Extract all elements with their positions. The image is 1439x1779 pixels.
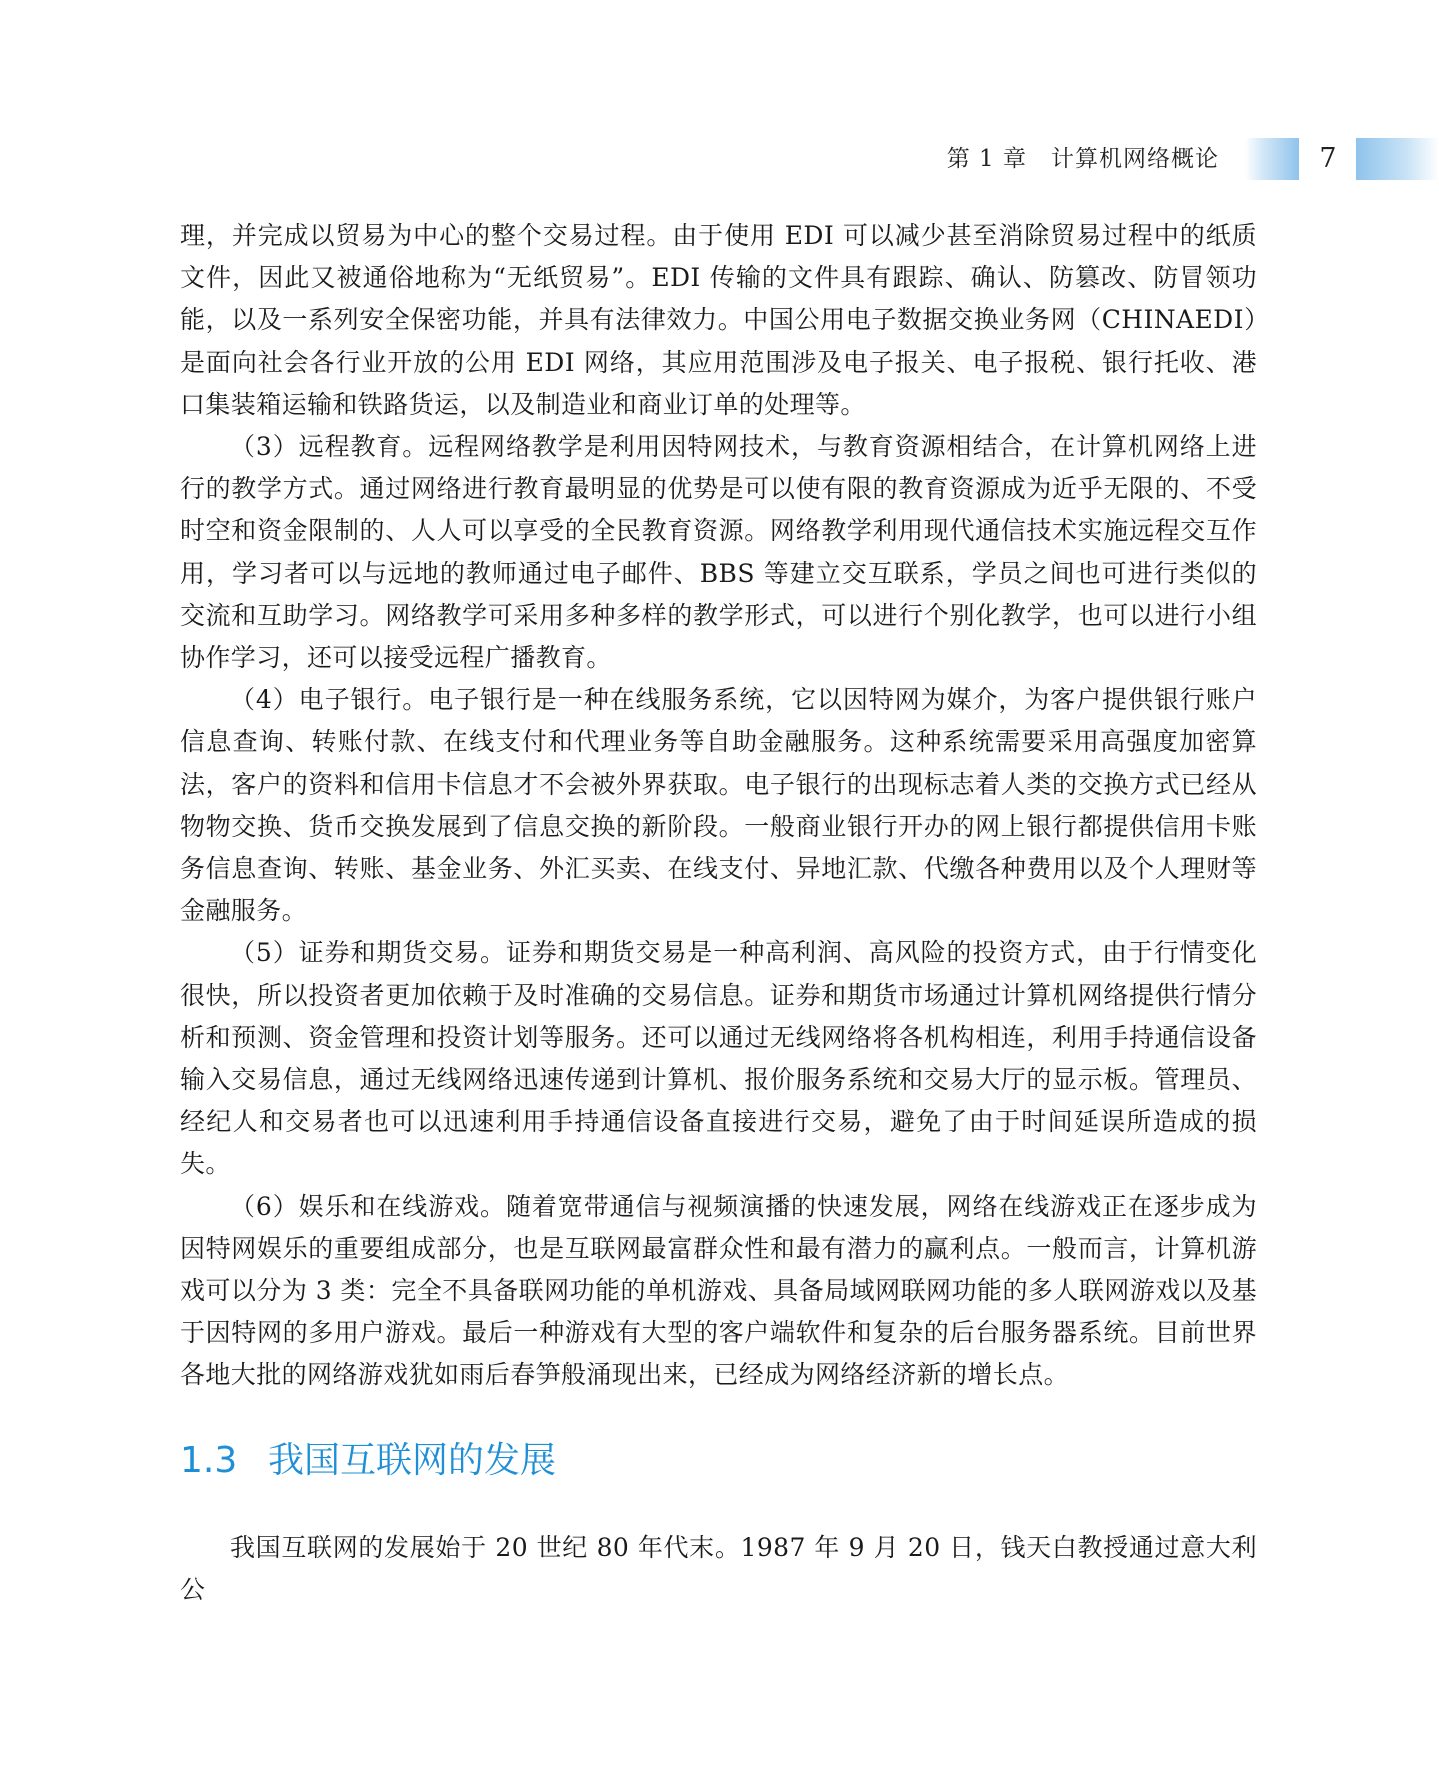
header-decor-bar-right (1356, 138, 1439, 180)
paragraph-e-banking: （4）电子银行。电子银行是一种在线服务系统，它以因特网为媒介，为客户提供银行账户信息查询、转账付款、在线支付和代理业务等自助金融服务。这种系统需要采用高强度加密算法，客户的资料和信用卡信息才不会被外界获取。电子银行的出现标志着人类的交换方式已经从物物交换、货币交换发展到了信息交换的新阶段。一般商业银行开办的网上银行都提供信用卡账务信息查询、转账、基金业务、外汇买卖、在线支付、异地汇款、代缴各种费用以及个人理财等金融服务。 (180, 685, 1257, 926)
paragraph-china-internet-history: 我国互联网的发展始于 20 世纪 80 年代末。1987 年 9 月 20 日，钱天白教授通过意大利公 (180, 1532, 1257, 1604)
paragraph-edi-continued: 理，并完成以贸易为中心的整个交易过程。由于使用 EDI 可以减少甚至消除贸易过程中的纸质文件，因此又被通俗地称为“无纸贸易”。EDI 传输的文件具有跟踪、确认、防篡改、防冒领功能，以及一系列安全保密功能，并具有法律效力。中国公用电子数据交换业务网（CHINAEDI）是面向社会各行业开放的公用 EDI 网络，其应用范围涉及电子报关、电子报税、银行托收、港口集装箱运输和铁路货运，以及制造业和商业订单的处理等。 (180, 221, 1257, 419)
section-title: 我国互联网的发展 (268, 1439, 557, 1481)
paragraph-online-games: （6）娱乐和在线游戏。随着宽带通信与视频演播的快速发展，网络在线游戏正在逐步成为因特网娱乐的重要组成部分，也是互联网最富群众性和最有潜力的赢利点。一般而言，计算机游戏可以分为 3 类：完全不具备联网功能的单机游戏、具备局域网联网功能的多人联网游戏以及基于因特网的多用户游戏。最后一种游戏有大型的客户端软件和复杂的后台服务器系统。目前世界各地大批的网络游戏犹如雨后春笋般涌现出来，已经成为网络经济新的增长点。 (180, 1191, 1257, 1390)
paragraph-remote-education: （3）远程教育。远程网络教学是利用因特网技术，与教育资源相结合，在计算机网络上进行的教学方式。通过网络进行教育最明显的优势是可以使有限的教育资源成为近乎无限的、不受时空和资金限制的、人人可以享受的全民教育资源。网络教学利用现代通信技术实施远程交互作用，学习者可以与远地的教师通过电子邮件、BBS 等建立交互联系，学员之间也可进行类似的交流和互助学习。网络教学可采用多种多样的教学形式，可以进行个别化教学，也可以进行小组协作学习，还可以接受远程广播教育。 (180, 432, 1257, 673)
page-number: 7 (1319, 143, 1337, 174)
paragraph-securities-futures: （5）证券和期货交易。证券和期货交易是一种高利润、高风险的投资方式，由于行情变化很快，所以投资者更加依赖于及时准确的交易信息。证券和期货市场通过计算机网络提供行情分析和预测、资金管理和投资计划等服务。还可以通过无线网络将各机构相连，利用手持通信设备输入交易信息，通过无线网络迅速传递到计算机、报价服务系统和交易大厅的显示板。管理员、经纪人和交易者也可以迅速利用手持通信设备直接进行交易，避免了由于时间延误所造成的损失。 (180, 938, 1257, 1179)
page-body (180, 215, 1257, 1611)
section-number: 1.3 (180, 1439, 238, 1481)
section-heading (180, 1437, 1257, 1485)
header-decor-bar-left (1245, 138, 1299, 180)
chapter-title: 第 1 章 计算机网络概论 (946, 146, 1219, 172)
page-header (0, 138, 1439, 180)
